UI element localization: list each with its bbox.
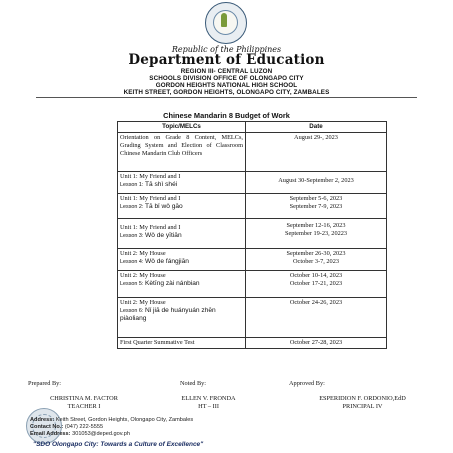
lesson-title: Nǐ jiā de huányuán zhēn piàoliang [120, 307, 216, 322]
lesson-title: Kètīng zài nánbian [144, 280, 200, 287]
lesson-title: Wǒ de yītiān [144, 232, 182, 239]
prepared-by-label: Prepared By: [28, 380, 62, 387]
table-row [118, 271, 387, 298]
date-text: September 19-23, 20223 [284, 230, 348, 237]
department-title: Department of Education [128, 52, 325, 68]
column-header-date: Date [246, 122, 387, 133]
topic-cell [118, 298, 246, 338]
budget-of-work-table [117, 121, 387, 349]
lesson-label: Lesson 3: [120, 233, 144, 239]
approved-by-title: PRINCIPAL IV [342, 402, 383, 410]
date-cell [246, 249, 387, 271]
table-row [118, 338, 387, 349]
date-text: October 17-21, 2023 [289, 280, 343, 287]
date-text: October 24-26, 2023 [289, 299, 343, 306]
date-cell [246, 194, 387, 219]
unit-text: Unit 1: My Friend and I [120, 173, 181, 180]
topic-cell [118, 249, 246, 271]
unit-text: Unit 1: My Friend and I [120, 195, 181, 202]
school-address: KEITH STREET, GORDON HEIGHTS, OLONGAPO CITY, ZAMBALES [123, 89, 330, 96]
column-header-topic: Topic/MELCs [118, 122, 246, 133]
prepared-by-name: CHRISTINA M. FACTOR [50, 395, 118, 402]
table-row [118, 249, 387, 271]
contact-value: (047) 222-5555 [64, 424, 104, 430]
table-row [118, 219, 387, 249]
lesson-label: Lesson 5: [120, 281, 144, 287]
lesson-title: Tā bǐ wǒ gāo [144, 203, 183, 210]
topic-cell [118, 338, 246, 349]
noted-by-title: HT – III [198, 402, 219, 410]
approved-by-name: ESPERIDION F. ORDONIO,EdD [319, 395, 406, 402]
lesson-title: Tā shì shéi [144, 181, 178, 188]
republic-line: Republic of the Philippines [171, 45, 282, 54]
footer-address [30, 417, 193, 424]
table-row [118, 172, 387, 194]
table-row [118, 298, 387, 338]
approved-by-block [290, 395, 435, 410]
topic-cell [118, 133, 246, 172]
footer-contact [30, 424, 103, 431]
deped-seal-icon [205, 2, 247, 44]
table-row [118, 133, 387, 172]
school-name: GORDON HEIGHTS NATIONAL HIGH SCHOOL [155, 82, 298, 89]
header-divider [36, 97, 417, 98]
date-text: August 30-September 2, 2023 [278, 177, 354, 184]
footer-email [30, 431, 130, 438]
address-value: Keith Street, Gordon Heights, Olongapo City, Zambales [55, 417, 194, 423]
approved-by-label: Approved By: [289, 380, 325, 387]
table-header-row [118, 122, 387, 133]
unit-text: Unit 2: My House [120, 272, 166, 279]
topic-cell [118, 271, 246, 298]
date-cell [246, 219, 387, 249]
table-row [118, 194, 387, 219]
date-text: October 10-14, 2023 [289, 272, 343, 279]
contact-label: Contact No.: [30, 424, 64, 430]
address-label: Address: [30, 417, 55, 423]
unit-text: Unit 1: My Friend and I [120, 224, 181, 231]
unit-text: Unit 2: My House [120, 250, 166, 257]
topic-cell [118, 219, 246, 249]
date-text: September 5-6, 2023 [289, 195, 343, 202]
date-cell [246, 338, 387, 349]
date-cell [246, 133, 387, 172]
footer-slogan: "SDO Olongapo City: Towards a Culture of Excellence" [33, 441, 204, 448]
unit-text: Orientation on Grade 8 Content, MELCs, Grading System and Election of Classroom Chinese Mandarin Club Officers [120, 134, 243, 157]
date-text: October 27-28, 2023 [289, 339, 343, 346]
date-text: September 12-16, 2023 [286, 222, 346, 229]
noted-by-block [151, 395, 266, 410]
email-label: Email Address: [30, 431, 71, 437]
date-text: September 26-30, 2023 [286, 250, 346, 257]
noted-by-name: ELLEN V. FRONDA [181, 395, 236, 402]
unit-text: First Quarter Summative Test [120, 339, 195, 346]
date-cell [246, 172, 387, 194]
lesson-label: Lesson 4: [120, 259, 144, 265]
date-cell [246, 271, 387, 298]
lesson-label: Lesson 2: [120, 204, 144, 210]
unit-text: Unit 2: My House [120, 299, 166, 306]
document-title: Chinese Mandarin 8 Budget of Work [163, 111, 290, 120]
division-line: SCHOOLS DIVISION OFFICE OF OLONGAPO CITY [149, 75, 304, 82]
prepared-by-title: TEACHER I [67, 402, 101, 410]
topic-cell [118, 194, 246, 219]
lesson-label: Lesson 6: [120, 308, 144, 314]
region-line: REGION III- CENTRAL LUZON [180, 68, 273, 75]
date-text: October 3-7, 2023 [293, 258, 339, 265]
email-value: 301053@deped.gov.ph [72, 431, 130, 437]
date-text: September 7-9, 2023 [289, 203, 343, 210]
lesson-label: Lesson 1: [120, 182, 144, 188]
noted-by-label: Noted By: [180, 380, 207, 387]
date-text: August 29-, 2023 [294, 134, 338, 141]
date-cell [246, 298, 387, 338]
topic-cell [118, 172, 246, 194]
lesson-title: Wǒ de fángjiān [144, 258, 189, 265]
